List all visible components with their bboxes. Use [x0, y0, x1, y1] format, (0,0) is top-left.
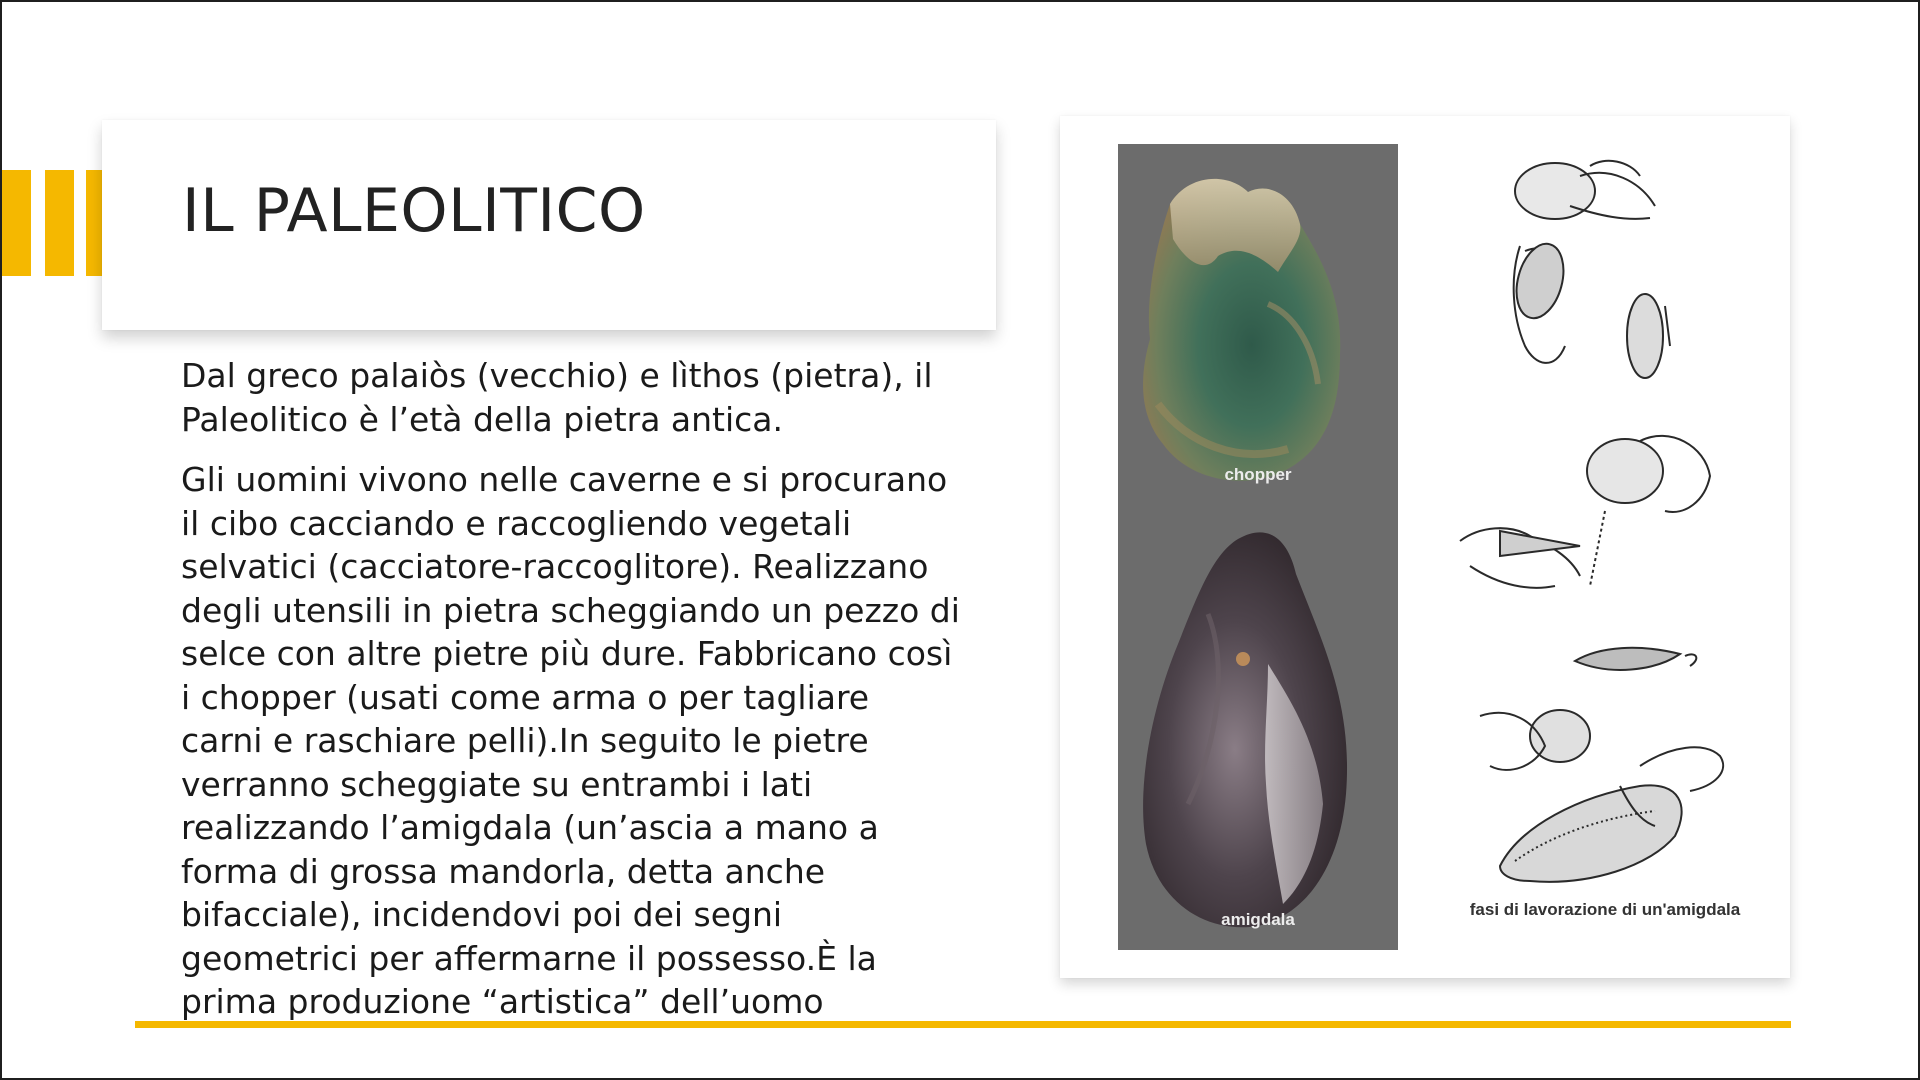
drawings-caption: fasi di lavorazione di un'amigdala — [1469, 900, 1741, 919]
chopper-stone-image — [1118, 144, 1398, 950]
body-text — [181, 354, 961, 1041]
stone-tools-photo-panel — [1118, 144, 1398, 950]
bottom-accent-line — [135, 1021, 1791, 1028]
slide-title: IL PALEOLITICO — [182, 176, 646, 246]
accent-bar-1 — [2, 170, 31, 276]
accent-bar-3 — [86, 170, 102, 276]
title-box — [102, 120, 996, 330]
image-card — [1060, 116, 1790, 978]
amigdala-label: amigdala — [1221, 910, 1295, 929]
chopper-label: chopper — [1224, 465, 1292, 484]
amigdala-working-phases-illustration — [1440, 146, 1770, 906]
accent-bar-2 — [45, 170, 74, 276]
paragraph-definition: Dal greco palaiòs (vecchio) e lìthos (pietra), il Paleolitico è l’età della pietra antica. — [181, 356, 933, 439]
paragraph-description: Gli uomini vivono nelle caverne e si procurano il cibo cacciando e raccogliendo vegetali selvatici (cacciatore-raccoglitore). Realizzano degli utensili in pietra scheggiando un pezzo di selce con altre pietre più dure. Fabbricano così i chopper (usati come arma o per tagliare carni e raschiare pelli).In seguito le pietre verranno scheggiate su entrambi i lati realizzando l’amigdala (un’ascia a mano a forma di grossa mandorla, detta anche bifacciale), incidendovi poi dei segni geometrici per affermarne il possesso.È la prima produzione “artistica” dell’uomo — [181, 460, 960, 1021]
knapping-drawings — [1440, 146, 1770, 946]
